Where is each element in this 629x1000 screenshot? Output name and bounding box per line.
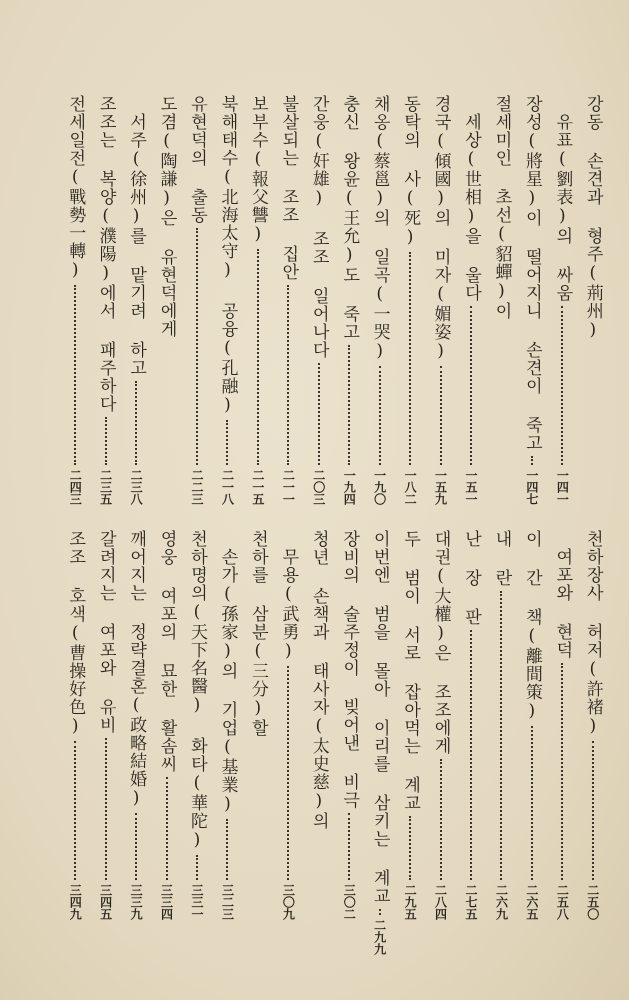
toc-entry [520,95,544,505]
toc-entry-title: 전세일전(戰勢一轉) [65,95,86,281]
toc-leader-dots [440,366,442,465]
toc-page-number: 三〇九 [281,884,296,920]
toc-page-number: 一九四 [342,469,357,505]
toc-leader-dots [196,228,198,465]
toc-entry [489,95,513,505]
toc-page-number: 一五九 [433,469,448,505]
toc-leader-dots [561,306,563,465]
toc-entry [246,95,270,505]
toc-entry-title: 청년 손책과 태사자(太史慈)의 [308,530,329,830]
toc-page-number: 一五一 [464,469,478,505]
toc-entry [94,95,118,505]
toc-page-number: 三三一 [190,884,204,920]
toc-entry-title: 보부수(報父讐) [247,95,268,245]
toc-leader-dots [470,306,472,465]
toc-page-number: 二一一 [281,469,296,505]
toc-page-number: 二四三 [68,469,83,505]
toc-leader-dots [500,591,502,880]
toc-entry-title: 갈려지는 여포와 유비 [95,530,116,734]
toc-page-number: 二六九 [494,884,509,920]
toc-entry-title: 충신 왕윤(王允)도 죽고 [339,95,360,341]
toc-entry [94,530,118,920]
toc-page-number: 二五八 [555,884,570,920]
toc-page-number: 二二三 [190,469,204,505]
toc-entry-title: 조조는 복양(濮陽)에서 패주하다 [95,95,116,413]
toc-entry-title: 세상(世相)을 울다 [461,113,481,302]
toc-entry [581,530,605,920]
toc-entry [215,95,239,505]
toc-leader-dots [348,813,350,880]
toc-leader-dots [105,738,107,880]
toc-page-number: 三四五 [98,884,113,920]
toc-entry [215,530,239,920]
toc-entry-title: 내 란 [491,530,512,587]
toc-entry [276,530,300,920]
toc-leader-dots [318,363,320,465]
toc-page-number: 二一八 [220,469,235,505]
toc-leader-dots [440,759,442,880]
toc-leader-dots [531,456,533,465]
toc-entry-title: 천하명의(天下名醫) 화타(華陀) [187,530,207,851]
toc-entry-title: 손가(孫家)의 기업(基業) [217,548,238,815]
toc-entry [155,95,179,505]
toc-entry-title: 유현덕의 출동 [187,95,207,224]
toc-entry-title: 북해태수(北海太守) 공융(孔融) [217,95,238,416]
toc-entry [429,95,453,505]
toc-entry-title: 장비의 술주정이 빚어낸 비극 [339,530,360,809]
toc-leader-dots [226,819,228,880]
toc-leader-dots [74,741,76,880]
toc-leader-dots [409,252,411,465]
toc-entry [459,95,483,505]
toc-entry [398,530,422,920]
toc-page-number: 二三五 [98,469,113,505]
toc-entry-title: 대권(大權)은 조조에게 [430,530,451,755]
toc-entry-title: 절세미인 초선(貂蟬)이 [491,95,512,320]
toc-top-section [60,95,608,505]
toc-entry [368,95,392,505]
toc-page-number: 三二三 [220,884,235,920]
toc-leader-dots [379,366,381,465]
toc-page-number: 二九五 [403,884,418,920]
toc-page-number: 二〇三 [311,469,326,505]
toc-entry-title: 깨어지는 정략결혼(政略結婚) [126,530,147,809]
toc-page-number: 二九九 [372,919,387,955]
toc-leader-dots [287,285,289,465]
toc-entry-title: 무용(武勇) [278,548,299,662]
toc-leader-dots [196,855,198,880]
toc-entry [124,95,148,505]
toc-entry-title: 영웅 여포의 묘한 활솜씨 [156,530,177,773]
toc-leader-dots [135,381,137,465]
toc-page-number: 三三九 [129,884,144,920]
toc-leader-dots [348,345,350,465]
toc-entry-title: 이번엔 범을 몰아 이리를 삼키는 계교 [369,530,390,905]
toc-entry [185,530,209,920]
toc-entry-title: 경국(傾國)의 미자(媚姿) [430,95,451,362]
toc-page-number: 三〇二 [342,884,357,920]
toc-leader-dots [409,816,411,880]
toc-leader-dots [379,909,381,915]
toc-entry [398,95,422,505]
toc-page-number: 二六五 [524,884,539,920]
toc-entry-title: 두 범이 서로 잡아먹는 계교 [400,530,421,812]
toc-entry [368,530,392,955]
toc-entry [550,95,574,505]
toc-entry-title: 여포와 현덕 [552,548,573,659]
toc-leader-dots [531,726,533,880]
toc-entry [337,530,361,920]
toc-page-number: 二七五 [464,884,478,920]
toc-leader-dots [561,663,563,880]
toc-page-number: 一九〇 [372,469,387,505]
toc-entry [307,530,331,920]
toc-leader-dots [166,777,168,880]
toc-page-number: 二一五 [250,469,265,505]
toc-entry-title: 장성(將星)이 떨어지니 손견이 죽고 [521,95,542,452]
toc-entry [185,95,209,505]
toc-entry-title: 불살되는 조조 집안 [278,95,299,281]
toc-entry-title: 천하를 삼분(三分)할 [247,530,268,737]
toc-entry [155,530,179,920]
toc-page-number: 二五〇 [585,884,600,920]
toc-entry-title: 도겸(陶謙)은 유현덕에게 [156,95,177,338]
toc-entry-title: 이 간 책(離間策) [521,530,542,722]
toc-page-number: 一四七 [524,469,539,505]
toc-entry [337,95,361,505]
toc-page-number: 二三八 [129,469,144,505]
toc-entry [276,95,300,505]
toc-leader-dots [226,420,228,465]
toc-entry-title: 간웅(奸雄) 조조 일어나다 [308,95,329,359]
toc-leader-dots [74,285,76,465]
toc-entry-title: 서주(徐州)를 맡기려 하고 [126,113,147,377]
toc-entry [489,530,513,920]
toc-leader-dots [470,630,472,880]
toc-entry [429,530,453,920]
toc-page-number: 二八四 [433,884,448,920]
toc-entry [581,95,605,505]
toc-leader-dots [257,249,259,465]
toc-entry [63,530,87,920]
toc-entry [246,530,270,920]
toc-leader-dots [135,813,137,880]
toc-entry-title: 유표(劉表)의 싸움 [552,113,573,302]
toc-leader-dots [592,741,594,880]
toc-entry-title: 조조 호색(曹操好色) [65,530,86,737]
toc-page-number: 三三四 [159,884,174,920]
toc-entry-title: 천하장사 허저(許褚) [582,530,603,737]
toc-entry [520,530,544,920]
toc-entry-title: 난 장 판 [461,530,481,626]
toc-entry [459,530,483,920]
toc-entry [63,95,87,505]
toc-bottom-section [60,530,608,955]
toc-entry [124,530,148,920]
toc-page-number: 一四一 [555,469,570,505]
toc-entry [307,95,331,505]
toc-leader-dots [287,666,289,880]
toc-page-number: 一八二 [403,469,418,505]
toc-entry-title: 강동 손견과 형주(荊州) [582,95,603,341]
toc-entry-title: 채옹(蔡邕)의 일곡(一哭) [369,95,390,362]
toc-page-number: 三四九 [68,884,83,920]
toc-entry [550,530,574,920]
toc-leader-dots [105,417,107,465]
toc-entry-title: 동탁의 사(死) [400,95,421,248]
